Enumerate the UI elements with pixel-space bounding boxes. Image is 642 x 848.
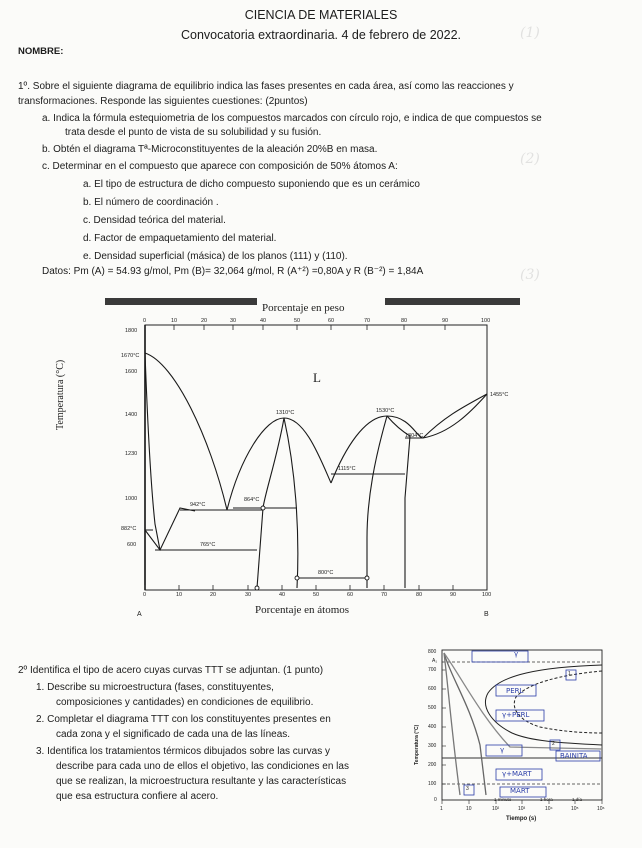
bottom-tick-60: 60 xyxy=(347,592,354,598)
ttt-x-10e6: 10⁶ xyxy=(597,806,605,812)
q1-c-sub-c: c. Densidad teórica del material. xyxy=(83,215,226,226)
ttt-y-600: 600 xyxy=(428,686,437,692)
dome-1310 xyxy=(227,418,331,510)
ttt-y-100: 100 xyxy=(428,781,437,787)
phase-diagram xyxy=(105,298,525,628)
ttt-x-10e2: 10² xyxy=(492,806,500,812)
ttt-y-700: 700 xyxy=(428,667,437,673)
bottom-tick-20: 20 xyxy=(210,592,217,598)
q1-c-sub-a: a. El tipo de estructura de dicho compuesto suponiendo que es un cerámico xyxy=(83,179,420,190)
ttt-curve-1: 1 xyxy=(568,671,571,677)
label-1000: 1000 xyxy=(125,496,138,502)
ttt-end-curve xyxy=(514,671,602,733)
solidus-left xyxy=(145,353,160,550)
bottom-tick-30: 30 xyxy=(245,592,252,598)
top-ticks xyxy=(145,325,487,330)
y-tick-1800: 1800 xyxy=(125,328,138,334)
top-axis-title: Porcentaje en peso xyxy=(262,302,345,314)
q1-b: b. Obtén el diagrama Tª-Microconstituyentes de la aleación 20%B en masa. xyxy=(42,144,378,155)
annot-942: 942°C xyxy=(190,502,206,508)
invariant-lines xyxy=(145,438,423,578)
annot-864: 864°C xyxy=(244,497,260,503)
top-tick-80: 80 xyxy=(401,318,408,324)
label-1230: 1230 xyxy=(125,451,138,457)
ttt-y-800: 800 xyxy=(428,649,437,655)
q2-item2-line2: cada zona y el significado de cada una de las líneas. xyxy=(56,729,291,740)
ttt-x-10e4: 10⁴ xyxy=(545,806,553,812)
label-1670: 1670°C xyxy=(121,353,140,359)
annot-1530: 1530°C xyxy=(376,408,395,414)
compound-markers xyxy=(255,506,369,590)
phase-curves xyxy=(145,353,487,588)
ttt-curve-2: 2 xyxy=(552,741,555,747)
q1-intro-line1: 1º. Sobre el siguiente diagrama de equilibrio indica las fases presentes en cada área, así como las reacciones y xyxy=(18,81,514,92)
q1-c-sub-b: b. El número de coordinación . xyxy=(83,197,219,208)
ttt-y-300: 300 xyxy=(428,743,437,749)
top-tick-30: 30 xyxy=(230,318,237,324)
top-tick-70: 70 xyxy=(364,318,371,324)
bottom-tick-40: 40 xyxy=(279,592,286,598)
compound-1310-left xyxy=(257,418,284,588)
bottom-tick-0: 0 xyxy=(143,592,147,598)
q1-intro-line2: transformaciones. Responde las siguientes cuestiones: (2puntos) xyxy=(18,96,308,107)
top-tick-100: 100 xyxy=(481,318,491,324)
top-tick-20: 20 xyxy=(201,318,208,324)
scan-bar-right xyxy=(385,298,520,305)
q1-a-line2: trata desde el punto de vista de su solubilidad y su fusión. xyxy=(65,127,322,138)
bottom-tick-90: 90 xyxy=(450,592,457,598)
q2-item3-line1: 3. Identifica los tratamientos térmicos dibujados sobre las curvas y xyxy=(36,746,331,757)
hand-gamma-mid: γ xyxy=(500,746,505,754)
annot-765: 765°C xyxy=(200,542,216,548)
top-tick-90: 90 xyxy=(442,318,449,324)
ttt-y-ticks xyxy=(442,670,446,784)
q2-item3-line3: que se realizan, la microestructura resultante y las características xyxy=(56,776,347,787)
bottom-tick-100: 100 xyxy=(482,592,492,598)
hand-gamma-mart: γ+MART xyxy=(502,770,532,778)
top-tick-50: 50 xyxy=(294,318,301,324)
ttt-y-400: 400 xyxy=(428,724,437,730)
ttt-curve-3: 3 xyxy=(466,786,469,792)
a-rich-boundary xyxy=(145,508,195,550)
bottom-ticks xyxy=(145,585,487,590)
bottom-tick-50: 50 xyxy=(313,592,320,598)
annot-800: 800°C xyxy=(318,570,334,576)
compound-1310-right xyxy=(284,418,298,588)
bottom-tick-10: 10 xyxy=(176,592,183,598)
bleed-through-marks: (1) (2) (3) xyxy=(520,25,540,283)
hand-bainita: BAINITA xyxy=(560,752,588,760)
ttt-x-10e5: 10⁵ xyxy=(571,806,579,812)
label-600: 600 xyxy=(127,542,137,548)
ttt-mark-hour: 1 hora xyxy=(540,797,553,802)
annot-1115: 1115°C xyxy=(338,466,356,472)
end-label-a: A xyxy=(137,611,142,618)
ttt-x-10: 10 xyxy=(466,806,472,812)
ttt-y-200: 200 xyxy=(428,762,437,768)
top-tick-10: 10 xyxy=(171,318,178,324)
cooling-path-2 xyxy=(444,653,602,749)
hand-mart: MART xyxy=(510,787,530,795)
cooling-path-1 xyxy=(444,653,486,795)
hand-perl: PERL xyxy=(506,687,524,695)
ttt-x-title: Tiempo (s) xyxy=(506,816,537,822)
ttt-y-0: 0 xyxy=(434,797,437,803)
q2-item3-line4: que esa estructura confiere al acero. xyxy=(56,791,219,802)
annot-1304: 1304°C xyxy=(405,433,424,439)
y-tick-1600: 1600 xyxy=(125,369,138,375)
bottom-tick-80: 80 xyxy=(416,592,423,598)
ttt-y-title: Temperatura (°C) xyxy=(414,724,420,765)
top-tick-60: 60 xyxy=(328,318,335,324)
q1-c: c. Determinar en el compuesto que aparece con composición de 50% átomos A: xyxy=(42,161,398,172)
q1-c-sub-d: d. Factor de empaquetamiento del material. xyxy=(83,233,277,244)
ttt-mark-minute: 1 minuto xyxy=(494,797,512,802)
scan-bar-left xyxy=(105,298,257,305)
name-label: NOMBRE: xyxy=(18,46,64,57)
bottom-tick-70: 70 xyxy=(381,592,388,598)
q2-item1-line1: 1. Describe su microestructura (fases, constituyentes, xyxy=(36,682,274,693)
ttt-y-500: 500 xyxy=(428,705,437,711)
q1-datos: Datos: Pm (A) = 54.93 g/mol, Pm (B)= 32,064 g/mol, R (A⁺²) =0,80A y R (B⁻²) = 1,84A xyxy=(42,266,424,277)
label-882: 882°C xyxy=(121,526,137,532)
compound-1530-right xyxy=(387,416,410,588)
q2-item3-line2: describe para cada uno de ellos el objetivo, las condiciones en las xyxy=(56,761,349,772)
annot-1310: 1310°C xyxy=(276,410,295,416)
annot-1455: 1455°C xyxy=(490,392,509,398)
y-axis-title: Temperatura (°C) xyxy=(55,359,66,430)
hand-gamma-perl: γ+PERL xyxy=(502,711,530,719)
ttt-mark-day: 1 día xyxy=(572,797,583,802)
q2-item1-line2: composiciones y cantidades) en condiciones de equilibrio. xyxy=(56,697,314,708)
solidus-right xyxy=(423,394,487,438)
ttt-x-1: 1 xyxy=(440,806,443,812)
q1-c-sub-e: e. Densidad superficial (másica) de los planos (111) y (110). xyxy=(83,251,348,262)
region-liquid: L xyxy=(313,370,321,385)
q2-intro: 2º Identifica el tipo de acero cuyas curvas TTT se adjuntan. (1 punto) xyxy=(18,665,324,676)
top-tick-40: 40 xyxy=(260,318,267,324)
end-label-b: B xyxy=(484,611,489,618)
q1-a-line1: a. Indica la fórmula estequiometria de los compuestos marcados con círculo rojo, e indica de que compuestos se xyxy=(42,113,542,124)
top-tick-0: 0 xyxy=(143,318,147,324)
ttt-x-10e3: 10³ xyxy=(518,806,526,812)
q2-item2-line1: 2. Completar el diagrama TTT con los constituyentes presentes en xyxy=(36,714,331,725)
ttt-a1-label: A₁ xyxy=(432,658,438,664)
label-1400: 1400 xyxy=(125,412,138,418)
bottom-axis-title: Porcentaje en átomos xyxy=(255,604,350,616)
liquidus-right xyxy=(423,394,487,438)
exam-title: CIENCIA DE MATERIALES xyxy=(244,8,398,22)
liquidus-left xyxy=(145,353,227,510)
compound-1530-left xyxy=(367,416,387,588)
exam-subtitle: Convocatoria extraordinaria. 4 de febrero de 2022. xyxy=(180,28,462,42)
hand-gamma-top: γ xyxy=(514,650,519,658)
